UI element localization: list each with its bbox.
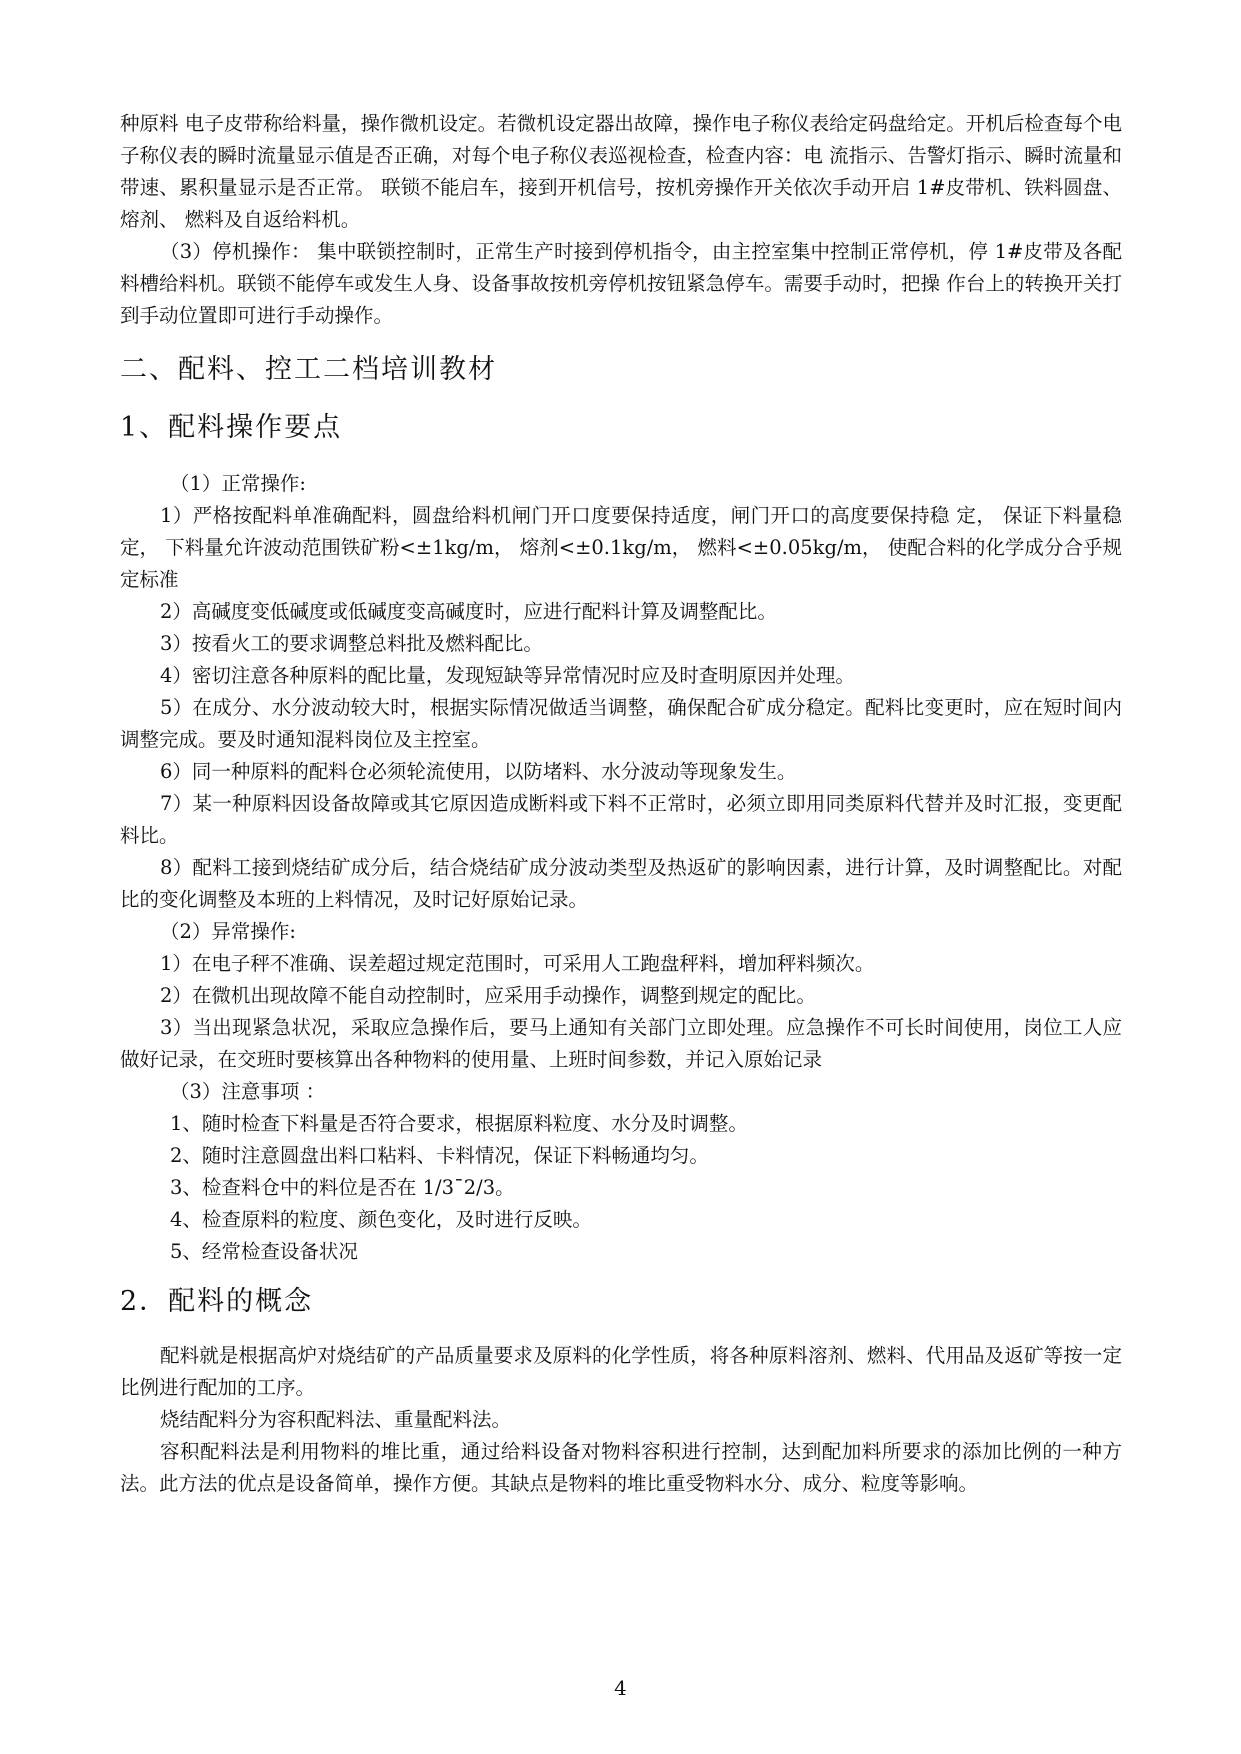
normal-item-3: 3）按看火工的要求调整总料批及燃料配比。 bbox=[160, 632, 543, 655]
abnormal-operation-heading: （2）异常操作: bbox=[160, 920, 296, 943]
normal-item-2: 2）高碱度变低碱度或低碱度变高碱度时，应进行配料计算及调整配比。 bbox=[160, 600, 777, 623]
notes-heading: （3）注意事项 ： bbox=[170, 1080, 326, 1103]
notes-item-5: 5、经常检查设备状况 bbox=[170, 1240, 358, 1263]
notes-item-1: 1、随时检查下料量是否符合要求，根据原料粒度、水分及时调整。 bbox=[170, 1112, 748, 1135]
notes-item-4: 4、检查原料的粒度、颜色变化，及时进行反映。 bbox=[170, 1208, 592, 1231]
subsection-title-1: 1、配料操作要点 bbox=[120, 412, 343, 443]
concept-paragraph-3: 容积配料法是利用物料的堆比重，通过给料设备对物料容积进行控制，达到配加料所要求的添加比例的一种方法。此方法的优点是设备简单，操作方便。其缺点是物料的堆比重受物料水分、成分、粒度等影响。 bbox=[120, 1440, 1122, 1495]
abnormal-item-2: 2）在微机出现故障不能自动控制时，应采用手动操作，调整到规定的配比。 bbox=[160, 984, 816, 1007]
intro-paragraph-1: 种原料 电子皮带称给料量，操作微机设定。若微机设定器出故障，操作电子称仪表给定码盘给定。开机后检查每个电子称仪表的瞬时流量显示值是否正确，对每个电子称仪表巡视检查，检查内容：电 流指示、告警灯指示、瞬时流量和带速、累积量显示是否正常。 联锁不能启车，接到开机信号，按机旁操作开关依次手动开启 1#皮带机、铁料圆盘、熔剂、 燃料及自返给料机。 bbox=[120, 112, 1122, 231]
normal-operation-heading: （1）正常操作: bbox=[170, 472, 306, 495]
page-content bbox=[120, 108, 1122, 1500]
page-number: 4 bbox=[614, 1676, 627, 1700]
normal-item-6: 6）同一种原料的配料仓必须轮流使用，以防堵料、水分波动等现象发生。 bbox=[160, 760, 797, 783]
normal-item-1: 1）严格按配料单准确配料，圆盘给料机闸门开口度要保持适度，闸门开口的高度要保持稳 定， 保证下料量稳定， 下料量允许波动范围铁矿粉<±1kg/m， 熔剂<±0.1kg/m， 燃料<±0.05kg/m， 使配合料的化学成分合乎规定标准 bbox=[120, 504, 1122, 591]
subsection-title-2: 2．配料的概念 bbox=[120, 1286, 314, 1317]
normal-item-8: 8）配料工接到烧结矿成分后，结合烧结矿成分波动类型及热返矿的影响因素，进行计算，及时调整配比。对配比的变化调整及本班的上料情况，及时记好原始记录。 bbox=[120, 856, 1122, 911]
normal-item-5: 5）在成分、水分波动较大时，根据实际情况做适当调整，确保配合矿成分稳定。配料比变更时，应在短时间内调整完成。要及时通知混料岗位及主控室。 bbox=[120, 696, 1122, 751]
abnormal-item-3: 3）当出现紧急状况，采取应急操作后，要马上通知有关部门立即处理。应急操作不可长时间使用，岗位工人应做好记录，在交班时要核算出各种物料的使用量、上班时间参数，并记入原始记录 bbox=[120, 1016, 1122, 1071]
intro-paragraph-2: （3）停机操作： 集中联锁控制时，正常生产时接到停机指令，由主控室集中控制正常停机，停 1#皮带及各配 料槽给料机。联锁不能停车或发生人身、设备事故按机旁停机按钮紧急停车。需要手动时，把操 作台上的转换开关打到手动位置即可进行手动操作。 bbox=[120, 240, 1122, 327]
normal-item-4: 4）密切注意各种原料的配比量，发现短缺等异常情况时应及时查明原因并处理。 bbox=[160, 664, 855, 687]
concept-paragraph-2: 烧结配料分为容积配料法、重量配料法。 bbox=[160, 1408, 512, 1431]
concept-paragraph-1: 配料就是根据高炉对烧结矿的产品质量要求及原料的化学性质，将各种原料溶剂、燃料、代用品及返矿等按一定比例进行配加的工序。 bbox=[120, 1344, 1122, 1399]
abnormal-item-1: 1）在电子秤不准确、误差超过规定范围时，可采用人工跑盘秤料，增加秤料频次。 bbox=[160, 952, 875, 975]
normal-item-7: 7）某一种原料因设备故障或其它原因造成断料或下料不正常时，必须立即用同类原料代替并及时汇报，变更配料比。 bbox=[120, 792, 1122, 847]
section-title: 二、配料、控工二档培训教材 bbox=[120, 354, 497, 385]
notes-item-3: 3、检查料仓中的料位是否在 1/3¯2/3。 bbox=[170, 1176, 515, 1199]
notes-item-2: 2、随时注意圆盘出料口粘料、卡料情况，保证下料畅通均匀。 bbox=[170, 1144, 709, 1167]
